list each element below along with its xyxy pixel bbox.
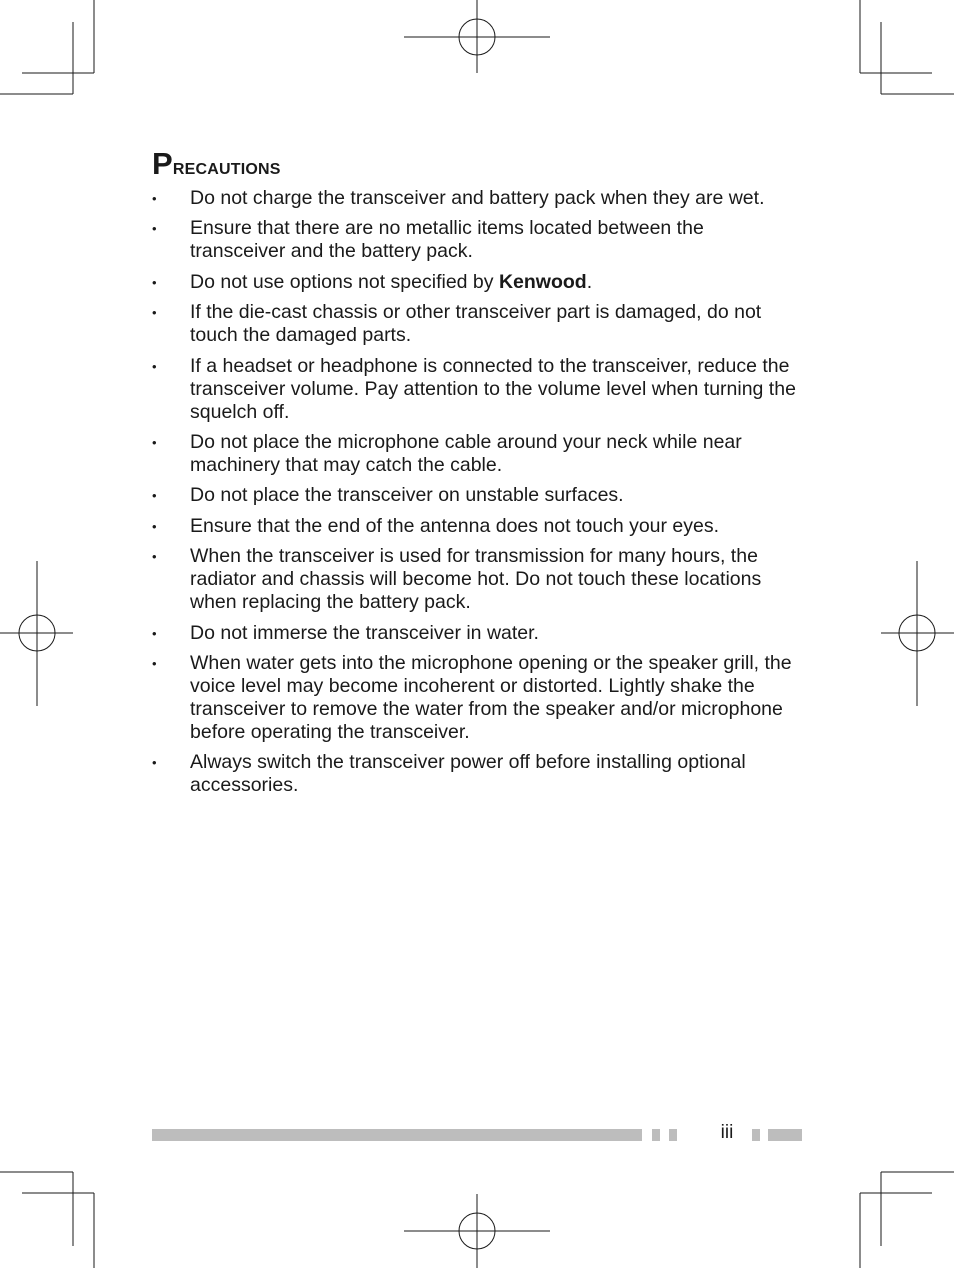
list-item — [152, 431, 804, 477]
list-item — [152, 652, 804, 744]
footer-bar-short — [768, 1129, 802, 1141]
list-item-text: Always switch the transceiver power off before installing optional accessories. — [190, 751, 746, 797]
section-title — [152, 146, 281, 184]
section-title-rest: recautions — [172, 153, 281, 179]
bullet-icon: • — [152, 221, 157, 237]
footer-bar-square — [652, 1129, 660, 1141]
bullet-icon: • — [152, 191, 157, 206]
list-item — [152, 484, 804, 507]
list-item-text: If the die-cast chassis or other transceiver part is damaged, do not touch the damaged parts. — [190, 301, 762, 347]
list-item — [152, 751, 804, 797]
bullet-icon: • — [152, 358, 157, 374]
bullet-icon: • — [152, 518, 157, 534]
footer-bar-square — [669, 1129, 677, 1141]
bullet-icon: • — [152, 755, 157, 771]
bullet-icon: • — [152, 305, 157, 321]
footer-bar-square — [752, 1129, 760, 1141]
page-number: iii — [720, 1122, 734, 1143]
list-item — [152, 187, 804, 210]
list-item — [152, 545, 804, 614]
list-item-text: If a headset or headphone is connected to the transceiver, reduce the transceiver volume. Pay attention to the volume level when turning the squelch off. — [190, 354, 796, 423]
bullet-icon: • — [152, 434, 157, 450]
list-item-text: Do not place the transceiver on unstable surfaces. — [190, 484, 624, 507]
list-item — [152, 301, 804, 347]
list-item — [152, 271, 804, 294]
list-item — [152, 355, 804, 424]
bullet-icon: • — [152, 488, 157, 504]
list-item-text: When water gets into the microphone opening or the speaker grill, the voice level may become incoherent or distorted. Lightly shake the transceiver to remove the water from the speaker and/or microphone before operating the transceiver. — [190, 651, 792, 743]
bullet-icon: • — [152, 549, 157, 565]
list-item-text: Do not place the microphone cable around your neck while near machinery that may catch the cable. — [190, 430, 742, 476]
list-item — [152, 622, 804, 645]
list-item-text: Do not use options not specified by — [190, 270, 499, 293]
footer-bar-long — [152, 1129, 642, 1141]
section-title-initial: P — [152, 146, 173, 181]
bullet-icon: • — [152, 655, 157, 671]
brand-name: Kenwood — [498, 270, 587, 293]
precautions-list — [152, 187, 804, 805]
list-item — [152, 515, 804, 538]
bullet-icon: • — [152, 625, 157, 641]
list-item-text: Ensure that the end of the antenna does not touch your eyes. — [190, 514, 720, 537]
list-item-text: Do not charge the transceiver and battery pack when they are wet. — [190, 187, 765, 209]
list-item-text: Ensure that there are no metallic items located between the transceiver and the battery pack. — [190, 217, 704, 263]
list-item-text: Do not immerse the transceiver in water. — [190, 621, 539, 644]
list-item — [152, 217, 804, 263]
list-item-text-end: . — [586, 270, 593, 293]
list-item-text: When the transceiver is used for transmission for many hours, the radiator and chassis will become hot. Do not touch these locations when replacing the battery pack. — [190, 545, 762, 614]
bullet-icon: • — [152, 274, 157, 290]
